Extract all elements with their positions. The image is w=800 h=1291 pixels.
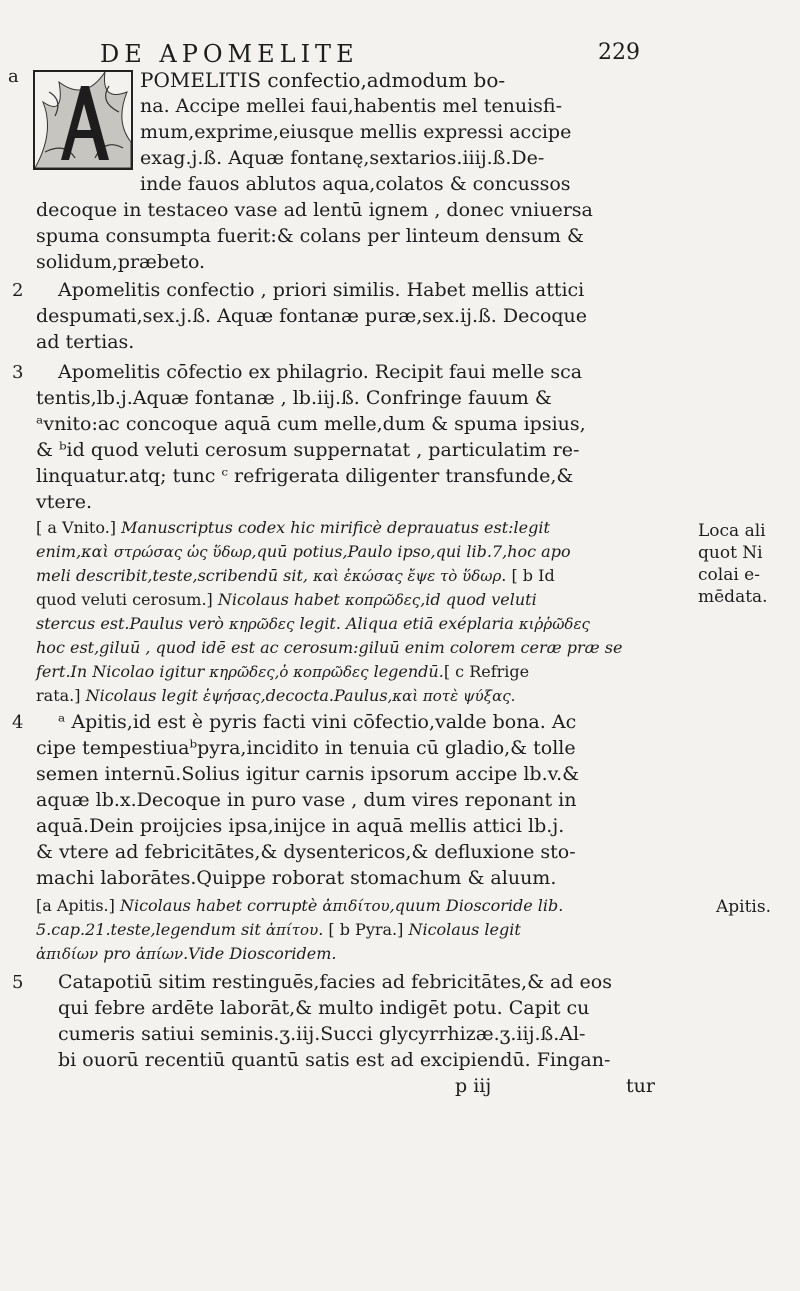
note-text: ,id quod veluti (420, 590, 537, 609)
note-line-11 (36, 942, 336, 966)
greek-text: ἑψήσας (203, 687, 261, 705)
note-text: ,decocta. (260, 686, 334, 705)
text-line-36: Catapotiū sitim restinguēs,facies ad febricitātes,& ad eos (58, 971, 612, 993)
note-text: Nicolaus habet corruptè (119, 896, 323, 915)
note-text: Paulus (334, 686, 388, 705)
text-line-29: aquæ lb.x.Decoque in puro vase , dum vires reponant in (36, 789, 577, 811)
note-line-5 (36, 612, 590, 636)
running-header (100, 40, 640, 70)
text-line-37: qui febre ardēte laborāt,& multo indigēt potu. Capit cu (58, 997, 590, 1019)
section-number-4: 4 (12, 712, 24, 733)
text-line-39: bi ouorū recentiū quantū satis est ad excipiendū. Fingan- (58, 1049, 611, 1071)
note-text: ,quū potius,Paulo ipso,qui lib.7,hoc apo (251, 542, 571, 561)
text-line-11: ad tertias. (36, 331, 135, 353)
text-line-30: aquā.Dein proijcies ipsa,inijce in aquā mellis attici lb.j. (36, 815, 565, 837)
running-title: DE APOMELITE (100, 40, 359, 68)
text-line-7: spuma consumpta fuerit:& colans per linteum densum & (36, 225, 584, 247)
note-lemma: . [ b Pyra.] (318, 920, 409, 939)
text-line-13: tentis,lb.j.Aquæ fontanæ , lb.iij.ß. Confringe fauum & (36, 387, 552, 409)
note-text: Nicolaus legit (85, 686, 204, 705)
greek-text: κοπρῶδες (344, 591, 421, 609)
greek-text: κιῤῥῶδες (518, 615, 590, 633)
note-line-1 (36, 516, 550, 540)
signature-mark-a: a (8, 66, 19, 87)
note-text: meli describit,teste,scribendū sit, (36, 566, 314, 585)
text-line-6: decoque in testaceo vase ad lentū ignem , donec vniuersa (36, 199, 593, 221)
catchword: tur (626, 1075, 655, 1097)
text-line-31: & vtere ad febricitātes,& dysentericos,& defluxione sto- (36, 841, 576, 863)
marginal-note-line-1: Loca ali (698, 521, 766, 541)
greek-text: ,καὶ ποτὲ ψύξας. (387, 687, 516, 705)
greek-text: ἀπίτου (265, 921, 319, 939)
greek-text: ἀπιδίτου (322, 897, 390, 915)
note-text: Nicolao igitur (92, 662, 210, 681)
text-line-10: despumati,sex.j.ß. Aquæ fontanæ puræ,sex.ij.ß. Decoque (36, 305, 588, 327)
section-number-3: 3 (12, 362, 24, 383)
text-line-3: mum,exprime,eiusque mellis expressi accipe (140, 121, 572, 143)
note-line-9 (36, 894, 563, 918)
marginal-note-line-3: colai e- (698, 565, 760, 585)
note-text: legit. Aliqua etiā exéplaria (294, 614, 519, 633)
note-text: stercus est. (36, 614, 130, 633)
note-text: Dioscoride lib. (445, 896, 564, 915)
greek-text: κηρῶδες,ὁ κοπρῶδες (209, 663, 369, 681)
note-lemma: [a Apitis.] (36, 896, 120, 915)
greek-text: ἀπίων (135, 945, 184, 963)
text-line-15: & ᵇid quod veluti cerosum suppernatat , particulatim re- (36, 439, 580, 461)
marginal-note-line-2: quot Ni (698, 543, 763, 563)
note-line-4 (36, 588, 537, 612)
note-text: Dioscoridem. (229, 944, 337, 963)
note-lemma: [ a Vnito.] (36, 518, 122, 537)
text-line-17: vtere. (36, 491, 92, 513)
note-line-6: hoc est,giluū , quod idē est ac cerosum:giluū enim colorem ceræ præ se (36, 638, 623, 657)
note-text: Paulus verò (129, 614, 229, 633)
greek-text: κηρῶδες (229, 615, 295, 633)
note-text: legendū. (368, 662, 444, 681)
text-line-4: exag.j.ß. Aquæ fontanę,sextarios.iiij.ß.De- (140, 147, 545, 169)
note-lemma: rata.] (36, 686, 86, 705)
text-line-2: na. Accipe mellei faui,habentis mel tenuisfi- (140, 95, 563, 117)
note-text: .Vide (183, 944, 230, 963)
text-line-12: Apomelitis cōfectio ex philagrio. Recipit faui melle sca (58, 361, 583, 383)
text-line-1: POMELITIS confectio,admodum bo- (140, 68, 506, 92)
text-line-14: ᵃvnito:ac concoque aquā cum melle,dum & spuma ipsius, (36, 413, 586, 435)
text-line-8: solidum,præbeto. (36, 251, 206, 273)
note-text: Nicolaus legit (408, 920, 521, 939)
greek-text: ἀπιδίων (36, 945, 99, 963)
note-text: Nicolaus habet (217, 590, 345, 609)
text-line-16: linquatur.atq; tunc ᶜ refrigerata diligenter transfunde,& (36, 465, 574, 487)
note-text: ,quum (389, 896, 446, 915)
note-line-2 (36, 540, 571, 564)
signature-mark: p iij (455, 1075, 492, 1097)
greek-text: στρώσας ὡς ὕδωρ (113, 543, 252, 561)
marginal-note-line-4: mēdata. (698, 587, 768, 607)
note-line-3 (36, 564, 555, 588)
page-number: 229 (598, 40, 640, 65)
note-lemma: quod veluti cerosum.] (36, 590, 218, 609)
text-line-5: inde fauos ablutos aqua,colatos & concussos (140, 173, 571, 195)
text-line-32: machi laborātes.Quippe roborat stomachum & aluum. (36, 867, 557, 889)
note-line-7 (36, 660, 529, 684)
text-line-9: Apomelitis confectio , priori similis. Habet mellis attici (58, 279, 585, 301)
note-line-10 (36, 918, 521, 942)
note-lemma: . [ b Id (501, 566, 555, 585)
text-line-38: cumeris satiui seminis.ʒ.iij.Succi glycyrrhizæ.ʒ.iij.ß.Al- (58, 1023, 586, 1045)
note-text: enim,καὶ (36, 542, 114, 561)
marginal-note-apitis: Apitis. (716, 897, 771, 917)
note-lemma: [ c Refrige (443, 662, 530, 681)
note-line-8 (36, 684, 515, 708)
text-line-28: semen internū.Solius igitur carnis ipsorum accipe lb.v.& (36, 763, 580, 785)
note-text: fert.In (36, 662, 93, 681)
text-line-26: ᵃ Apitis,id est è pyris facti vini cōfectio,valde bona. Ac (58, 711, 577, 733)
decorated-initial (33, 70, 133, 170)
text-line-27: cipe tempestiuaᵇpyra,incidito in tenuia cū gladio,& tolle (36, 737, 576, 759)
section-number-5: 5 (12, 972, 24, 993)
greek-text: καὶ ἑκώσας ἔψε τὸ ὕδωρ (313, 567, 502, 585)
note-text: Manuscriptus codex hic mirificè deprauatus est:legit (121, 518, 550, 537)
ornament-initial-icon (35, 72, 131, 168)
section-number-2: 2 (12, 280, 24, 301)
note-text: pro (98, 944, 136, 963)
note-text: 5.cap.21.teste,legendum sit (36, 920, 266, 939)
